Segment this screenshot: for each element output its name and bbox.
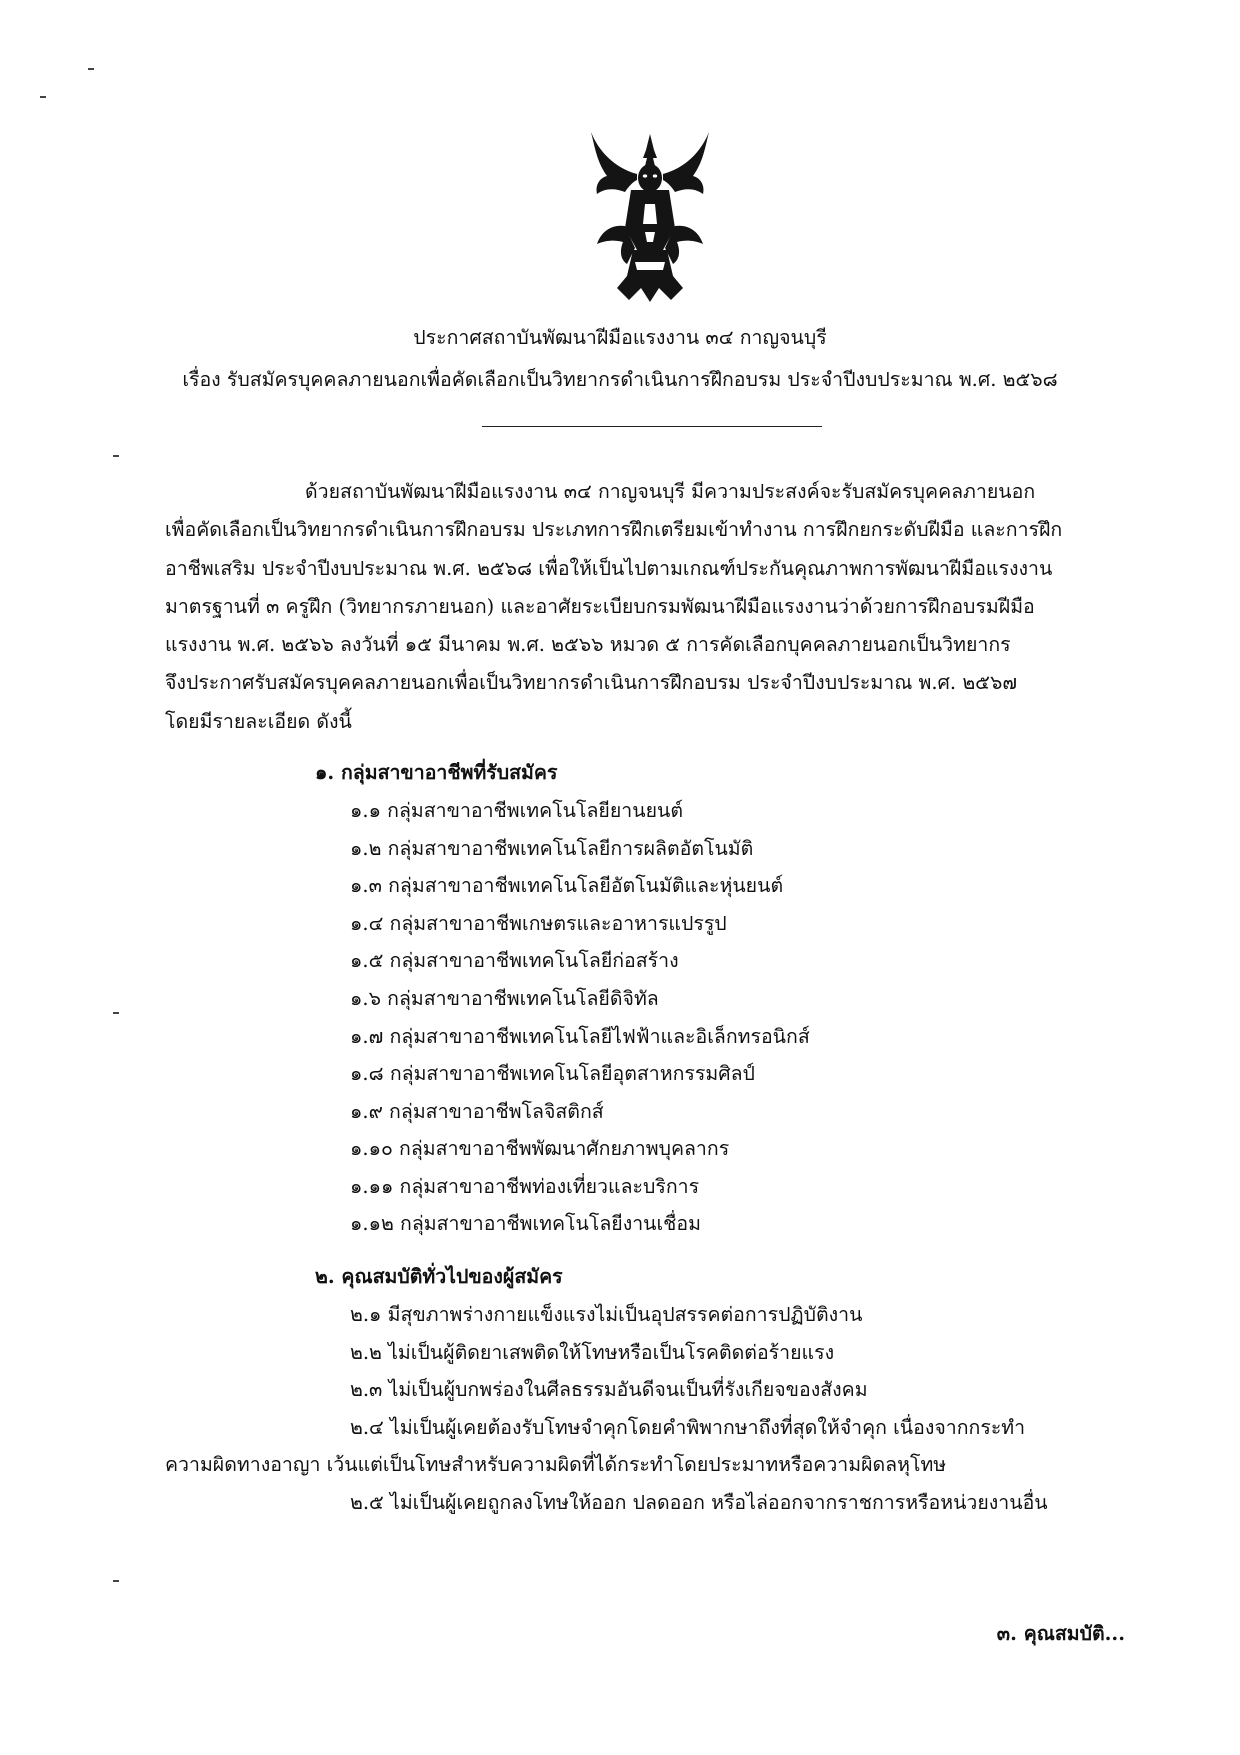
scan-speck xyxy=(40,96,46,98)
occupation-group-item: ๑.๔ กลุ่มสาขาอาชีพเกษตรและอาหารแปรรูป xyxy=(350,912,727,935)
qualification-item: ๒.๓ ไม่เป็นผู้บกพร่องในศีลธรรมอันดีจนเป็นที่รังเกียจของสังคม xyxy=(350,1378,868,1401)
announcement-subject: เรื่อง รับสมัครบุคคลภายนอกเพื่อคัดเลือกเป็นวิทยากรดำเนินการฝึกอบรม ประจำปีงบประมาณ พ.ศ. ๒๕๖๘ xyxy=(182,368,1058,391)
intro-line: มาตรฐานที่ ๓ ครูฝึก (วิทยากรภายนอก) และอาศัยระเบียบกรมพัฒนาฝีมือแรงงานว่าด้วยการฝึกอบรมฝีมือ xyxy=(165,594,1035,618)
occupation-group-item: ๑.๙ กลุ่มสาขาอาชีพโลจิสติกส์ xyxy=(350,1100,604,1123)
occupation-group-item: ๑.๕ กลุ่มสาขาอาชีพเทคโนโลยีก่อสร้าง xyxy=(350,949,679,972)
announcement-title: ประกาศสถาบันพัฒนาฝีมือแรงงาน ๓๔ กาญจนบุรี xyxy=(413,326,827,349)
section2-heading: ๒. คุณสมบัติทั่วไปของผู้สมัคร xyxy=(315,1265,563,1288)
garuda-emblem-icon xyxy=(585,128,715,308)
intro-line: โดยมีรายละเอียด ดังนี้ xyxy=(165,709,352,733)
occupation-group-item: ๑.๑๐ กลุ่มสาขาอาชีพพัฒนาศักยภาพบุคลากร xyxy=(350,1137,730,1160)
occupation-group-item: ๑.๗ กลุ่มสาขาอาชีพเทคโนโลยีไฟฟ้าและอิเล็กทรอนิกส์ xyxy=(350,1025,810,1048)
qualification-item: ๒.๔ ไม่เป็นผู้เคยต้องรับโทษจำคุกโดยคำพิพากษาถึงที่สุดให้จำคุก เนื่องจากกระทำ xyxy=(350,1416,1026,1439)
intro-line: แรงงาน พ.ศ. ๒๕๖๖ ลงวันที่ ๑๕ มีนาคม พ.ศ. ๒๕๖๖ หมวด ๕ การคัดเลือกบุคคลภายนอกเป็นวิทยากร xyxy=(165,633,1011,657)
header-divider xyxy=(482,426,822,427)
scan-speck xyxy=(113,455,119,457)
occupation-group-item: ๑.๘ กลุ่มสาขาอาชีพเทคโนโลยีอุตสาหกรรมศิลป์ xyxy=(350,1062,755,1085)
page-continuation-marker: ๓. คุณสมบัติ... xyxy=(996,1622,1125,1645)
occupation-group-item: ๑.๑๒ กลุ่มสาขาอาชีพเทคโนโลยีงานเชื่อม xyxy=(350,1212,701,1235)
qualification-item: ๒.๑ มีสุขภาพร่างกายแข็งแรงไม่เป็นอุปสรรคต่อการปฏิบัติงาน xyxy=(350,1303,863,1326)
scan-speck xyxy=(113,1012,119,1014)
intro-line: เพื่อคัดเลือกเป็นวิทยากรดำเนินการฝึกอบรม ประเภทการฝึกเตรียมเข้าทำงาน การฝึกยกระดับฝีมือ และการฝึก xyxy=(165,518,1063,542)
qualification-item: ๒.๕ ไม่เป็นผู้เคยถูกลงโทษให้ออก ปลดออก หรือไล่ออกจากราชการหรือหน่วยงานอื่น xyxy=(350,1491,1048,1514)
intro-line: ด้วยสถาบันพัฒนาฝีมือแรงงาน ๓๔ กาญจนบุรี มีความประสงค์จะรับสมัครบุคคลภายนอก xyxy=(305,480,1036,503)
occupation-group-item: ๑.๖ กลุ่มสาขาอาชีพเทคโนโลยีดิจิทัล xyxy=(350,987,659,1010)
intro-line: จึงประกาศรับสมัครบุคคลภายนอกเพื่อเป็นวิทยากรดำเนินการฝึกอบรม ประจำปีงบประมาณ พ.ศ. ๒๕๖๗ xyxy=(165,671,1017,695)
intro-paragraph xyxy=(165,473,1125,741)
occupation-group-item: ๑.๓ กลุ่มสาขาอาชีพเทคโนโลยีอัตโนมัติและหุ่นยนต์ xyxy=(350,874,784,897)
occupation-group-item: ๑.๑๑ กลุ่มสาขาอาชีพท่องเที่ยวและบริการ xyxy=(350,1175,700,1198)
occupation-group-item: ๑.๒ กลุ่มสาขาอาชีพเทคโนโลยีการผลิตอัตโนมัติ xyxy=(350,837,754,860)
qualification-item: ๒.๒ ไม่เป็นผู้ติดยาเสพติดให้โทษหรือเป็นโรคติดต่อร้ายแรง xyxy=(350,1341,835,1364)
scan-speck xyxy=(113,1580,119,1582)
occupation-group-item: ๑.๑ กลุ่มสาขาอาชีพเทคโนโลยียานยนต์ xyxy=(350,799,683,822)
intro-line: อาชีพเสริม ประจำปีงบประมาณ พ.ศ. ๒๕๖๘ เพื่อให้เป็นไปตามเกณฑ์ประกันคุณภาพการพัฒนาฝีมือแรงงาน xyxy=(165,556,1053,580)
qualification-item-continued: ความผิดทางอาญา เว้นแต่เป็นโทษสำหรับความผิดที่ได้กระทำโดยประมาทหรือความผิดลหุโทษ xyxy=(165,1453,947,1476)
section1-heading: ๑. กลุ่มสาขาอาชีพที่รับสมัคร xyxy=(315,761,558,784)
scan-speck xyxy=(88,68,94,70)
